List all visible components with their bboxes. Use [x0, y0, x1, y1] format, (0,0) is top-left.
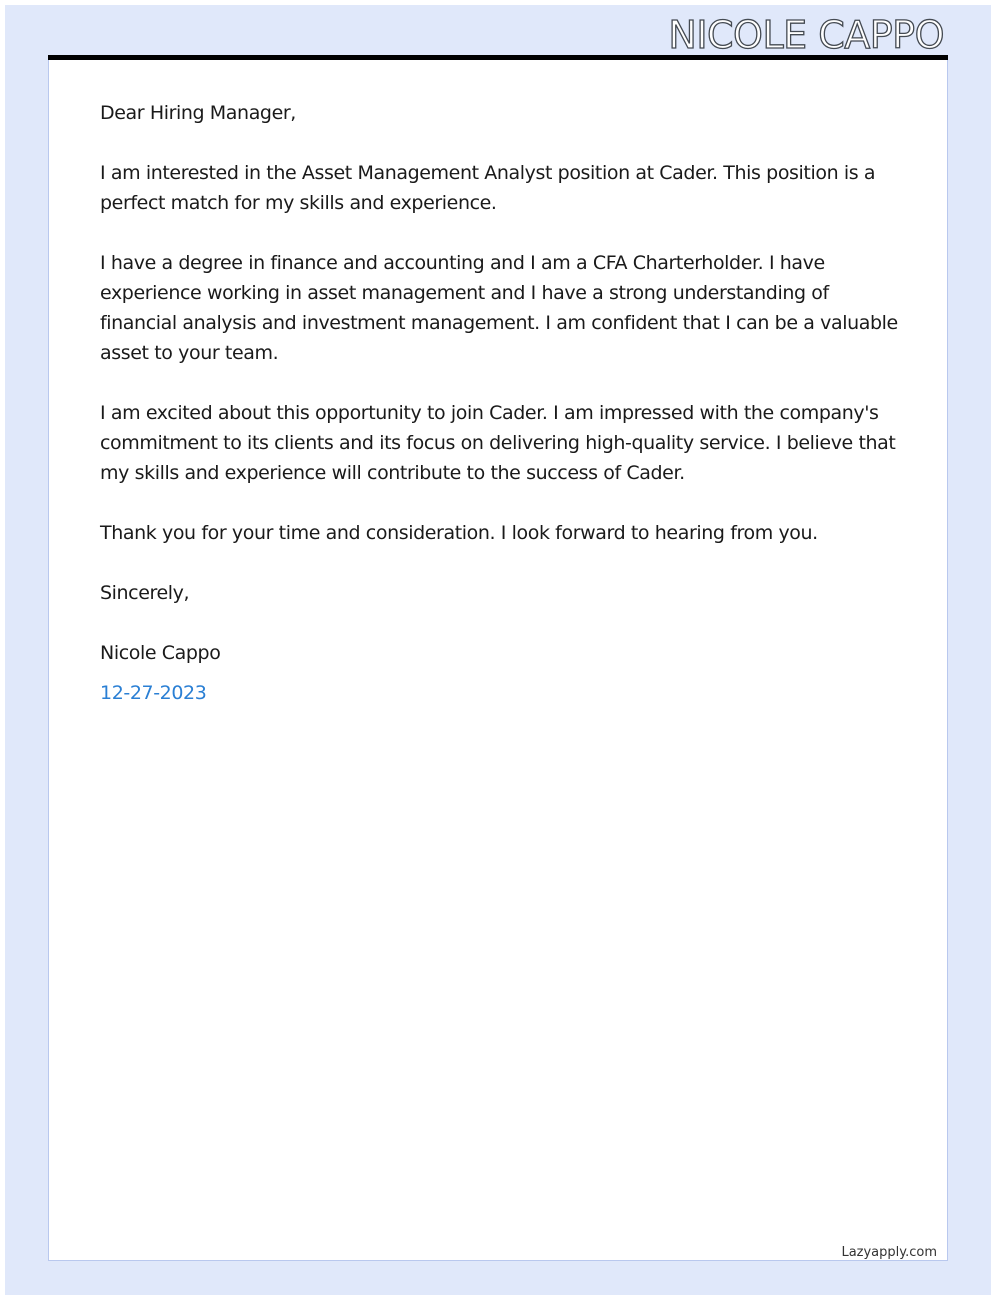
letter-paragraph: I am excited about this opportunity to join Cader. I am impressed with the company's commitment to its clients and its focus on delivering high-quality service. I believe that my skills and experience will contribute to the success of Cader. — [100, 402, 896, 484]
footer-brand: Lazyapply.com — [841, 1245, 937, 1260]
letter-paragraph: I am interested in the Asset Management Analyst position at Cader. This position is a perfect match for my skills and experience. — [100, 162, 876, 214]
applicant-name-header: NICOLE CAPPO — [668, 13, 944, 57]
letter-date: 12-27-2023 — [100, 682, 207, 704]
cover-letter-body — [100, 98, 910, 738]
letter-paragraph: I have a degree in finance and accounting and I am a CFA Charterholder. I have experience working in asset management and I have a strong understanding of financial analysis and investment management. I am confident that I can be a valuable asset to your team. — [100, 252, 898, 364]
letter-closing: Sincerely, — [100, 582, 190, 604]
letter-greeting: Dear Hiring Manager, — [100, 102, 296, 124]
letter-signature: Nicole Cappo — [100, 642, 221, 664]
letter-paragraph: Thank you for your time and consideration. I look forward to hearing from you. — [100, 522, 818, 544]
